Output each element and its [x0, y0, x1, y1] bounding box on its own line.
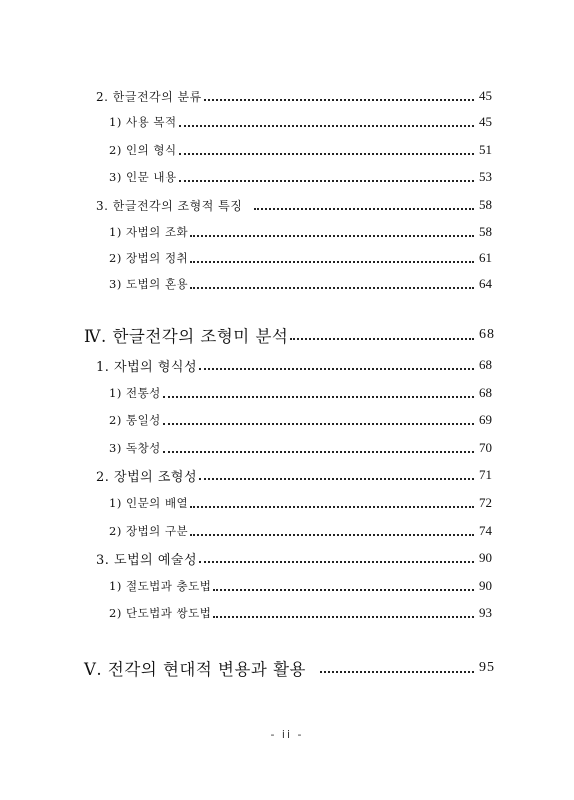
toc-entry — [0, 109, 574, 135]
toc-dot-leader — [163, 423, 474, 425]
toc-entry — [0, 271, 574, 297]
toc-entry-page: 53 — [479, 169, 492, 184]
toc-dot-leader — [163, 396, 474, 398]
toc-entry-page: 64 — [479, 276, 492, 291]
toc-entry — [0, 219, 574, 245]
toc-entry-label: 2) 통일성 — [109, 413, 161, 427]
toc-dot-leader — [179, 125, 474, 127]
toc-entry-label: 3. 도법의 예술성 — [96, 552, 198, 568]
toc-dot-leader — [190, 287, 474, 289]
toc-dot-leader — [213, 616, 474, 618]
toc-chapter — [0, 322, 574, 348]
toc-entry-page: 69 — [479, 412, 492, 427]
toc-entry-page: 90 — [479, 578, 492, 593]
toc-entry-label: 1) 자법의 조화 — [109, 225, 189, 239]
toc-entry-label: 2) 장법의 정취 — [109, 251, 189, 265]
toc-entry-page: 58 — [479, 197, 492, 212]
toc-entry — [0, 600, 574, 626]
toc-entry — [0, 490, 574, 516]
toc-dot-leader — [290, 338, 474, 340]
toc-entry-page: 70 — [479, 440, 492, 455]
toc-dot-leader — [190, 506, 474, 508]
toc-dot-leader — [320, 671, 474, 673]
toc-entry — [0, 192, 574, 218]
toc-entry-label: 1) 전통성 — [109, 386, 161, 400]
toc-entry-label: 1. 자법의 형식성 — [96, 359, 198, 375]
toc-entry-label: 2. 장법의 조형성 — [96, 469, 198, 485]
toc-dot-leader — [213, 589, 474, 591]
toc-dot-leader — [179, 180, 474, 182]
toc-entry — [0, 435, 574, 461]
toc-entry-label: 1) 사용 목적 — [109, 115, 177, 129]
toc-entry-label: 3) 독창성 — [109, 441, 161, 455]
toc-entry-label: 2) 인의 형식 — [109, 143, 177, 157]
toc-chapter-label: Ⅳ. 한글전각의 조형미 분석 — [84, 327, 289, 346]
toc-dot-leader — [179, 153, 474, 155]
toc-entry-label: 2) 장법의 구분 — [109, 524, 189, 538]
toc-entry — [0, 573, 574, 599]
toc-entry-page: 45 — [479, 114, 492, 129]
toc-entry — [0, 352, 574, 378]
toc-chapter-label: Ⅴ. 전각의 현대적 변용과 활용 — [84, 660, 306, 679]
toc-entry — [0, 380, 574, 406]
toc-dot-leader — [190, 235, 474, 237]
toc-entry-page: 45 — [479, 88, 492, 103]
toc-entry-page: 74 — [479, 523, 492, 538]
toc-dot-leader — [254, 208, 474, 210]
page-number: - ii - — [270, 728, 304, 741]
toc-entry-page: 90 — [479, 550, 492, 565]
toc-entry — [0, 245, 574, 271]
toc-entry — [0, 518, 574, 544]
toc-entry — [0, 407, 574, 433]
toc-entry — [0, 137, 574, 163]
toc-entry-page: 72 — [479, 495, 492, 510]
toc-entry — [0, 545, 574, 571]
toc-entry-label: 3) 인문 내용 — [109, 170, 177, 184]
toc-entry-label: 1) 절도법과 충도법 — [109, 579, 212, 593]
toc-chapter-page: 95 — [479, 660, 495, 675]
toc-entry-page: 58 — [479, 224, 492, 239]
toc-entry-page: 68 — [479, 385, 492, 400]
toc-dot-leader — [199, 368, 474, 370]
toc-dot-leader — [190, 261, 474, 263]
toc-entry-label: 3) 도법의 혼용 — [109, 277, 189, 291]
toc-dot-leader — [163, 451, 474, 453]
toc-entry-page: 93 — [479, 605, 492, 620]
toc-dot-leader — [199, 561, 474, 563]
toc-dot-leader — [199, 478, 474, 480]
toc-entry — [0, 164, 574, 190]
toc-entry-page: 71 — [479, 467, 492, 482]
toc-chapter-page: 68 — [479, 327, 495, 342]
toc-dot-leader — [190, 534, 474, 536]
toc-entry-label: 2. 한글전각의 분류 — [96, 89, 202, 104]
toc-entry-page: 68 — [479, 357, 492, 372]
toc-entry-label: 2) 단도법과 쌍도법 — [109, 606, 212, 620]
toc-entry — [0, 83, 574, 109]
toc-entry-label: 1) 인문의 배열 — [109, 496, 189, 510]
toc-chapter — [0, 655, 574, 681]
toc-dot-leader — [204, 99, 474, 101]
toc-entry-page: 51 — [479, 142, 492, 157]
toc-entry — [0, 462, 574, 488]
toc-entry-page: 61 — [479, 250, 492, 265]
toc-entry-label: 3. 한글전각의 조형적 특징 — [96, 198, 243, 213]
